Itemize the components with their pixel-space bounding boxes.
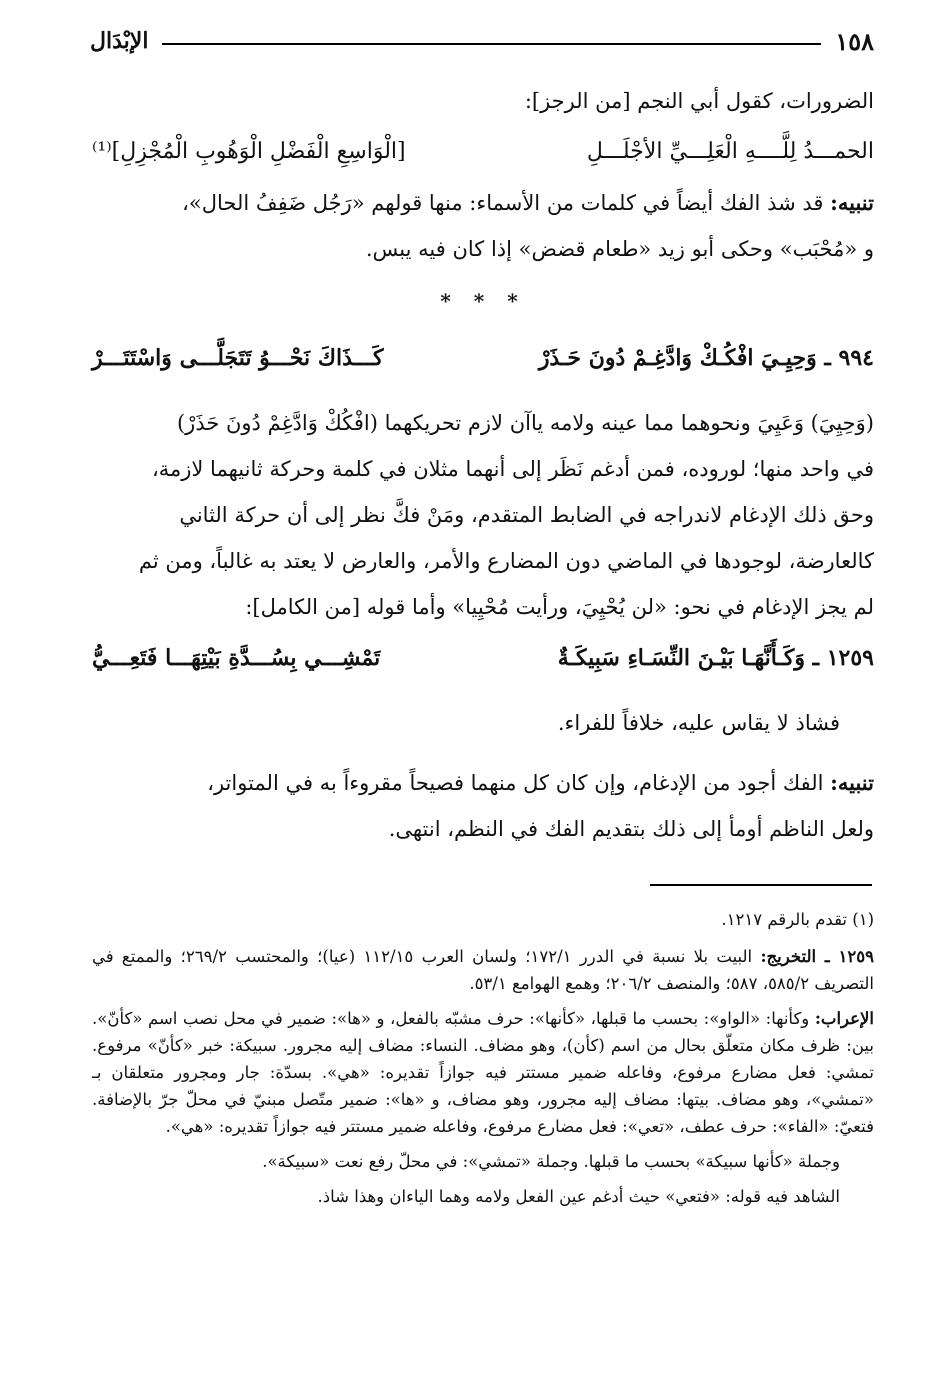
note-label: تنبيه: [830, 770, 874, 795]
note-paragraph-2-cont: ولعل الناظم أومأ إلى ذلك بتقديم الفك في النظم، انتهى. [388, 817, 874, 841]
footnotes [92, 906, 874, 1218]
footnote-jumla: وجملة «كأنها سبيكة» بحسب ما قبلها. وجملة «تمشي»: في محلّ رفع نعت «سبيكة». [262, 1152, 840, 1171]
verse-abu-najm [92, 124, 874, 180]
chapter-title: الإبْدَال [90, 28, 149, 54]
page-header [90, 26, 874, 56]
shadh-line: فشاذ لا يقاس عليه، خلافاً للفراء. [557, 711, 840, 735]
note-paragraph-2 [92, 760, 874, 806]
verse-shahid-1259 [92, 630, 874, 686]
verse-hemistich-left: تَمْشِـــي بِسُـــدَّةِ بَيْتِهَـــا فَتَعِـــيُّ [92, 645, 381, 671]
verse-alfiyya-994 [92, 330, 874, 386]
intro-line: الضرورات، كقول أبي النجم [من الرجز]: [524, 89, 874, 113]
header-rule [162, 43, 821, 45]
commentary-line: (وَحِيِيَ) وَعَيِيَ ونحوهما مما عينه ولامه ياآن لازم تحريكهما (افْكُكْ وَادَّغِمْ دُونَ حَذَرْ) [176, 411, 874, 435]
verse-hemistich-left: [الْوَاسِعِ الْفَضْلِ الْوَهُوبِ الْمُجْزِلِ]⁽¹⁾ [92, 139, 406, 164]
irab-label: الإعراب: [814, 1009, 874, 1028]
footnote-separator [650, 884, 872, 886]
footnote-1: (١) تقدم بالرقم ١٢١٧. [721, 910, 874, 929]
main-text [92, 78, 874, 852]
footnote-takhrij [92, 943, 874, 997]
commentary-line: في واحد منها؛ لوروده، فمن أدغم نَظَر إلى أنهما مثلان في كلمة وحركة ثانيهما لازمة، [151, 457, 874, 481]
commentary-line: كالعارضة، لوجودها في الماضي دون المضارع والأمر، والعارض لا يعتد به غالباً، ومن ثم [138, 549, 874, 573]
footnote-irab [92, 1005, 874, 1140]
verse-hemistich-left: كَـــذَاكَ نَحْـــوُ تَتَجَلَّـــى وَاسْتَتَـــرْ [92, 345, 384, 371]
verse-hemistich-right: الحمـــدُ لِلَّــــهِ الْعَلِـــيِّ الأجْلَـــلِ [586, 139, 874, 164]
irab-text: وكأنها: «الواو»: بحسب ما قبلها، «كأنها»: حرف مشبّه بالفعل، و «ها»: ضمير في محل نصب اسم «كأنّ». بين: ظرف مكان متعلّق بحال من اسم (كأن)، وهو مضاف. النساء: مضاف إليه مجرور. سبيكة: خبر «كأنّ» مرفوع. تمشي: فعل مضارع مرفوع، وفاعله ضمير مستتر فيه جوازاً تقديره: «هي». بسدّة: جار ومجرور متعلقان بـ «تمشي»، وهو مضاف. بيتها: مضاف إليه مجرور، وهو مضاف، و «ها»: ضمير متّصل مبنيّ في محلّ جرّ بالإضافة. فتعيّ: «الفاء»: حرف عطف، «تعي»: فعل مضارع مرفوع، وفاعله ضمير مستتر فيه جوازاً تقديره: «هي». [92, 1009, 874, 1136]
commentary-line: لم يجز الإدغام في نحو: «لن يُحْيِيَ، ورأيت مُحْيِيا» وأما قوله [من الكامل]: [245, 595, 874, 619]
verse-hemistich-right: ٩٩٤ ـ وَحِيِـيَ افْكُـكْ وَادَّغِـمْ دُونَ حَـذَرْ [538, 345, 874, 371]
note-text: الفك أجود من الإدغام، وإن كان كل منهما فصيحاً مقروءاً به في المتواتر، [207, 771, 824, 795]
verse-hemistich-right: ١٢٥٩ ـ وَكَـأَنَّهَـا بَيْـنَ النِّسَـاءِ سَبِيكَـةٌ [557, 645, 874, 671]
commentary-line: وحق ذلك الإدغام لاندراجه في الضابط المتقدم، ومَنْ فكَّ نظر إلى أن حركة الثاني [179, 503, 874, 527]
footnote-shahid: الشاهد فيه قوله: «فتعي» حيث أدغم عين الفعل ولامه وهما الياءان وهذا شاذ. [317, 1187, 840, 1206]
takhrij-text: البيت بلا نسبة في الدرر ١٧٢/١؛ ولسان العرب ١١٢/١٥ (عيا)؛ والمحتسب ٢٦٩/٢؛ والممتع في التصريف ٥٨٥/٢، ٥٨٧؛ والمنصف ٢٠٦/٢؛ وهمع الهوامع ٥٣/١. [92, 947, 874, 993]
note-label: تنبيه: [830, 190, 874, 215]
section-separator: * * * [440, 289, 526, 313]
takhrij-label: ١٢٥٩ ـ التخريج: [760, 947, 874, 966]
note-paragraph-1 [92, 180, 874, 226]
note-text: قد شذ الفك أيضاً في كلمات من الأسماء: منها قولهم «رَجُل ضَفِفُ الحال»، [182, 191, 824, 215]
note-paragraph-1-cont: و «مُحْبَب» وحكى أبو زيد «طعام قضض» إذا كان فيه يبس. [365, 237, 874, 261]
page-number: ١٥٨ [835, 26, 874, 56]
